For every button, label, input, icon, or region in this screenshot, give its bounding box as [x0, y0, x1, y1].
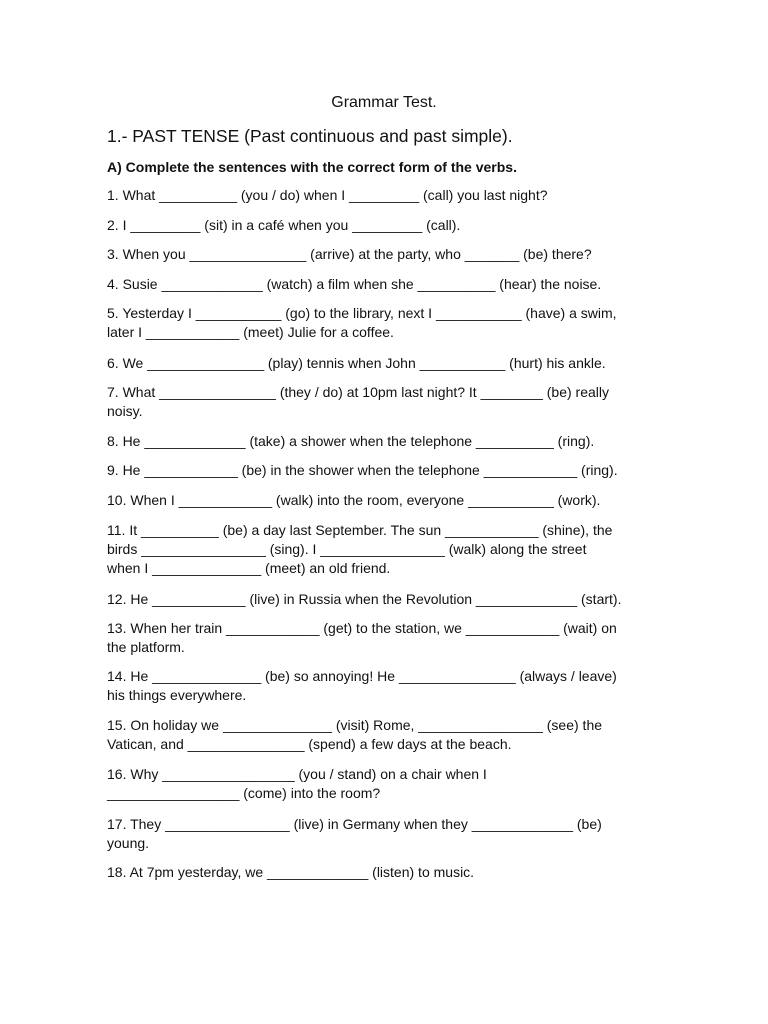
exercise-line: Vatican, and _______________ (spend) a few days at the beach.	[107, 736, 512, 752]
exercise-item	[107, 815, 662, 853]
exercise-line: 1. What __________ (you / do) when I _________ (call) you last night?	[107, 187, 548, 203]
exercise-line: 10. When I ____________ (walk) into the room, everyone ___________ (work).	[107, 492, 601, 508]
exercise-line: 9. He ____________ (be) in the shower when the telephone ____________ (ring).	[107, 462, 618, 478]
exercise-line: 4. Susie _____________ (watch) a film when she __________ (hear) the noise.	[107, 276, 602, 292]
page-title: Grammar Test.	[331, 94, 437, 111]
exercise-item	[107, 619, 662, 657]
exercise-line: later I ____________ (meet) Julie for a coffee.	[107, 324, 394, 340]
exercise-line: the platform.	[107, 639, 185, 655]
exercise-line: 6. We _______________ (play) tennis when John ___________ (hurt) his ankle.	[107, 355, 606, 371]
exercise-line: when I ______________ (meet) an old friend.	[107, 560, 391, 576]
exercise-item	[107, 245, 662, 264]
exercise-line: 8. He _____________ (take) a shower when the telephone __________ (ring).	[107, 433, 595, 449]
exercise-line: 14. He ______________ (be) so annoying! He _______________ (always / leave)	[107, 668, 617, 684]
exercise-item	[107, 491, 662, 510]
exercise-line: 16. Why _________________ (you / stand) on a chair when I	[107, 766, 487, 782]
exercise-line: 2. I _________ (sit) in a café when you _________ (call).	[107, 217, 461, 233]
exercise-line: 7. What _______________ (they / do) at 10pm last night? It ________ (be) really	[107, 384, 610, 400]
exercise-line: young.	[107, 835, 150, 851]
exercise-line: 15. On holiday we ______________ (visit) Rome, ________________ (see) the	[107, 717, 603, 733]
exercise-line: noisy.	[107, 403, 143, 419]
exercise-item	[107, 275, 662, 294]
exercise-item	[107, 667, 662, 705]
exercise-item	[107, 590, 662, 609]
exercise-item	[107, 354, 662, 373]
section-heading: 1.- PAST TENSE (Past continuous and past simple).	[107, 126, 513, 146]
exercise-line: 12. He ____________ (live) in Russia when the Revolution _____________ (start).	[107, 591, 622, 607]
exercise-line: 18. At 7pm yesterday, we _____________ (listen) to music.	[107, 864, 475, 880]
exercise-line: his things everywhere.	[107, 687, 247, 703]
exercise-item	[107, 383, 662, 421]
exercise-item	[107, 432, 662, 451]
exercise-line: 3. When you _______________ (arrive) at the party, who _______ (be) there?	[107, 246, 592, 262]
exercise-line: 13. When her train ____________ (get) to the station, we ____________ (wait) on	[107, 620, 617, 636]
exercise-line: _________________ (come) into the room?	[107, 785, 381, 801]
exercise-line: 11. It __________ (be) a day last September. The sun ____________ (shine), the	[107, 522, 613, 538]
exercise-item	[107, 216, 662, 235]
exercise-item	[107, 304, 662, 342]
exercise-line: birds ________________ (sing). I ________________ (walk) along the street	[107, 541, 587, 557]
exercise-instruction: A) Complete the sentences with the correct form of the verbs.	[107, 159, 517, 175]
exercise-line: 5. Yesterday I ___________ (go) to the library, next I ___________ (have) a swim,	[107, 305, 617, 321]
exercise-item	[107, 521, 662, 578]
exercise-item	[107, 461, 662, 480]
exercise-item	[107, 863, 662, 882]
exercise-item	[107, 186, 662, 205]
exercise-item	[107, 716, 662, 754]
exercise-item	[107, 765, 662, 803]
exercise-line: 17. They ________________ (live) in Germany when they _____________ (be)	[107, 816, 602, 832]
